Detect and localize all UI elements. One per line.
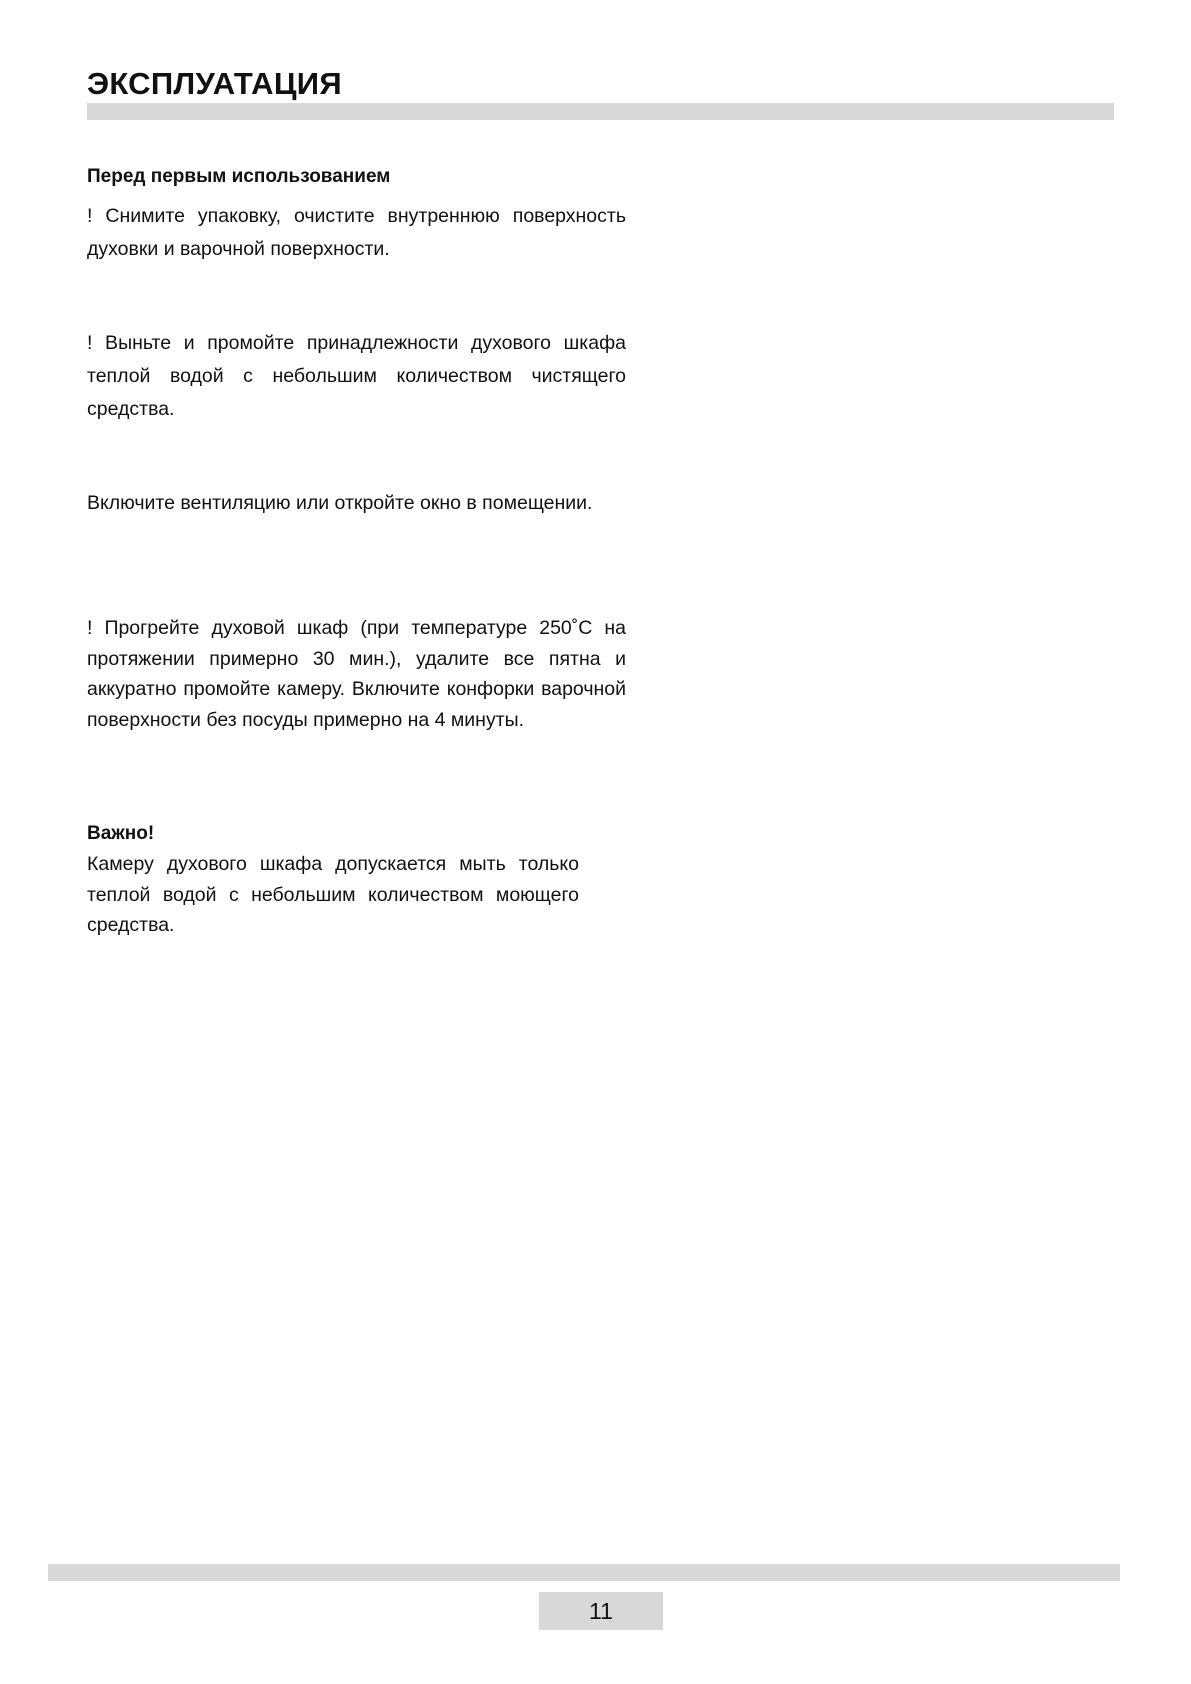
paragraph-accessories: ! Выньте и промойте принадлежности духового шкафа теплой водой с небольшим количеством чистящего средства. xyxy=(87,332,626,420)
page-number: 11 xyxy=(539,1592,663,1630)
paragraph-ventilation: Включите вентиляцию или откройте окно в помещении. xyxy=(87,492,593,514)
important-heading: Важно! xyxy=(87,823,155,844)
important-text: Камеру духового шкафа допускается мыть только теплой водой с небольшим количеством моющего средства. xyxy=(87,853,579,936)
paragraph-preheat: ! Прогрейте духовой шкаф (при температуре 250˚С на протяжении примерно 30 мин.), удалите все пятна и аккуратно промойте камеру. Включите конфорки варочной поверхности без посуды примерно на 4 минуты. xyxy=(87,617,626,731)
title-underline-bar xyxy=(87,103,1114,120)
footer-bar xyxy=(48,1564,1120,1581)
section-heading: Перед первым использованием xyxy=(87,166,391,187)
paragraph-unpack: ! Снимите упаковку, очистите внутреннюю поверхность духовки и варочной поверхности. xyxy=(87,205,626,260)
page-title: ЭКСПЛУАТАЦИЯ xyxy=(87,66,342,101)
